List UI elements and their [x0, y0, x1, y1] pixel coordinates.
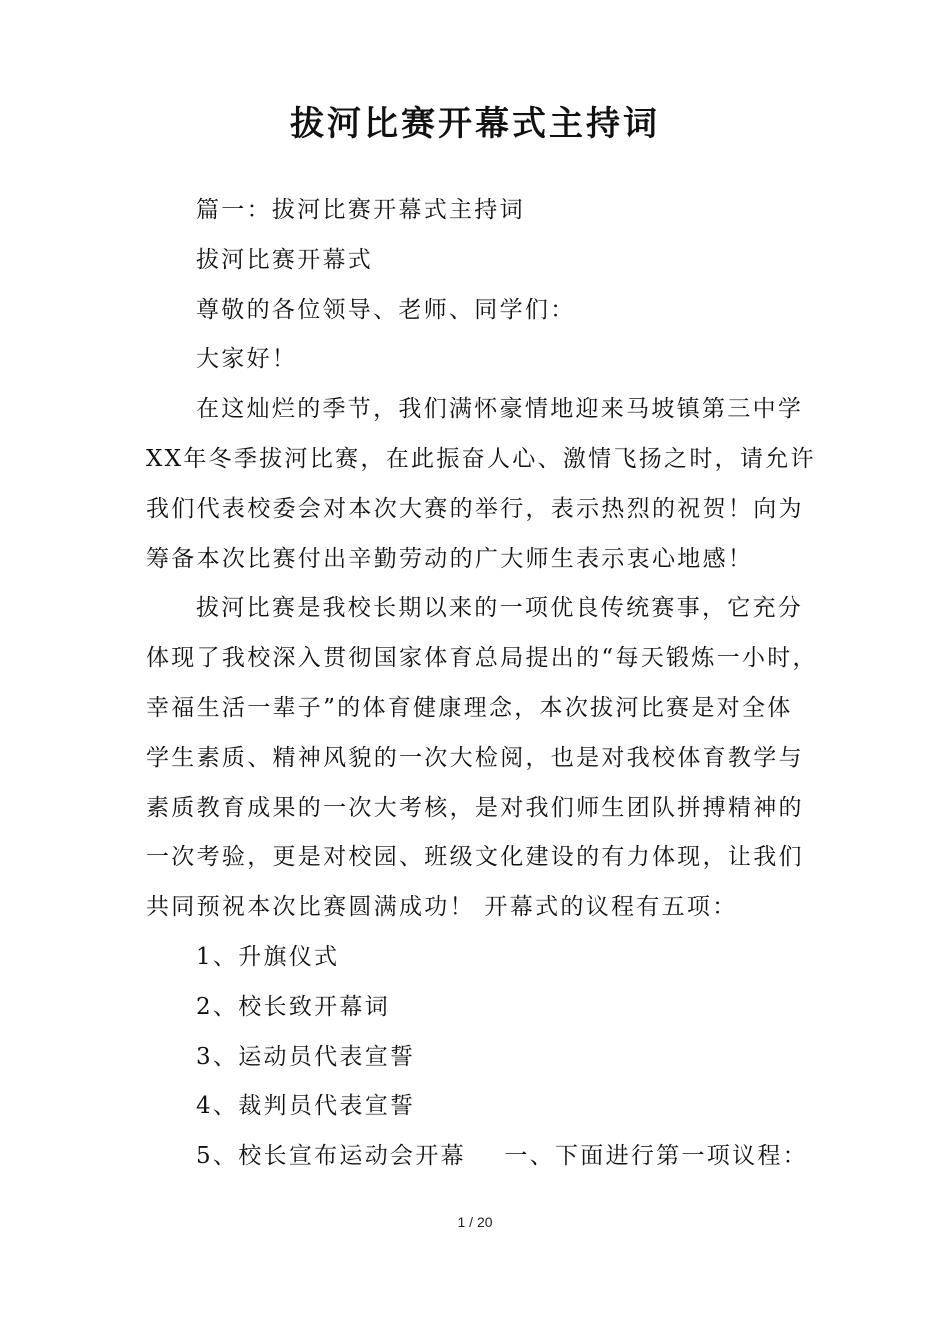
document-body	[146, 186, 836, 1182]
text-line: 学生素质、精神风貌的一次大检阅，也是对我校体育教学与	[146, 744, 804, 771]
agenda-item: 1、升旗仪式	[196, 943, 340, 970]
agenda-item: 2、校长致开幕词	[196, 993, 391, 1020]
text-line: 素质教育成果的一次大考核，是对我们师生团队拼搏精神的	[146, 794, 804, 821]
text-line: 拔河比赛开幕式	[196, 246, 374, 273]
agenda-item: 4、裁判员代表宣誓	[196, 1093, 416, 1120]
agenda-item: 3、运动员代表宣誓	[196, 1043, 416, 1070]
document-title: 拔河比赛开幕式主持词	[290, 104, 660, 144]
text-line: 幸福生活一辈子”的体育健康理念，本次拔河比赛是对全体	[146, 694, 793, 721]
agenda-item: 5、校长宣布运动会开幕 一、下面进行第一项议程：	[196, 1143, 808, 1170]
text-line: XX年冬季拔河比赛，在此振奋人心、激情飞扬之时，请允许	[146, 445, 816, 472]
text-line: 体现了我校深入贯彻国家体育总局提出的“每天锻炼一小时，	[146, 645, 818, 672]
text-line: 一次考验，更是对校园、班级文化建设的有力体现，让我们	[146, 844, 804, 871]
text-line: 在这灿烂的季节，我们满怀豪情地迎来马坡镇第三中学	[196, 396, 804, 423]
text-line: 尊敬的各位领导、老师、同学们：	[196, 296, 576, 323]
text-line: 拔河比赛是我校长期以来的一项优良传统赛事，它充分	[196, 595, 804, 622]
text-line: 篇一：拔河比赛开幕式主持词	[196, 197, 525, 223]
text-line: 筹备本次比赛付出辛勤劳动的广大师生表示衷心地感！	[146, 545, 754, 572]
text-line: 共同预祝本次比赛圆满成功！ 开幕式的议程有五项：	[146, 894, 738, 921]
text-line: 我们代表校委会对本次大赛的举行，表示热烈的祝贺！向为	[146, 495, 804, 522]
page-number: 1 / 20	[457, 1214, 493, 1230]
text-line: 大家好！	[196, 346, 298, 373]
